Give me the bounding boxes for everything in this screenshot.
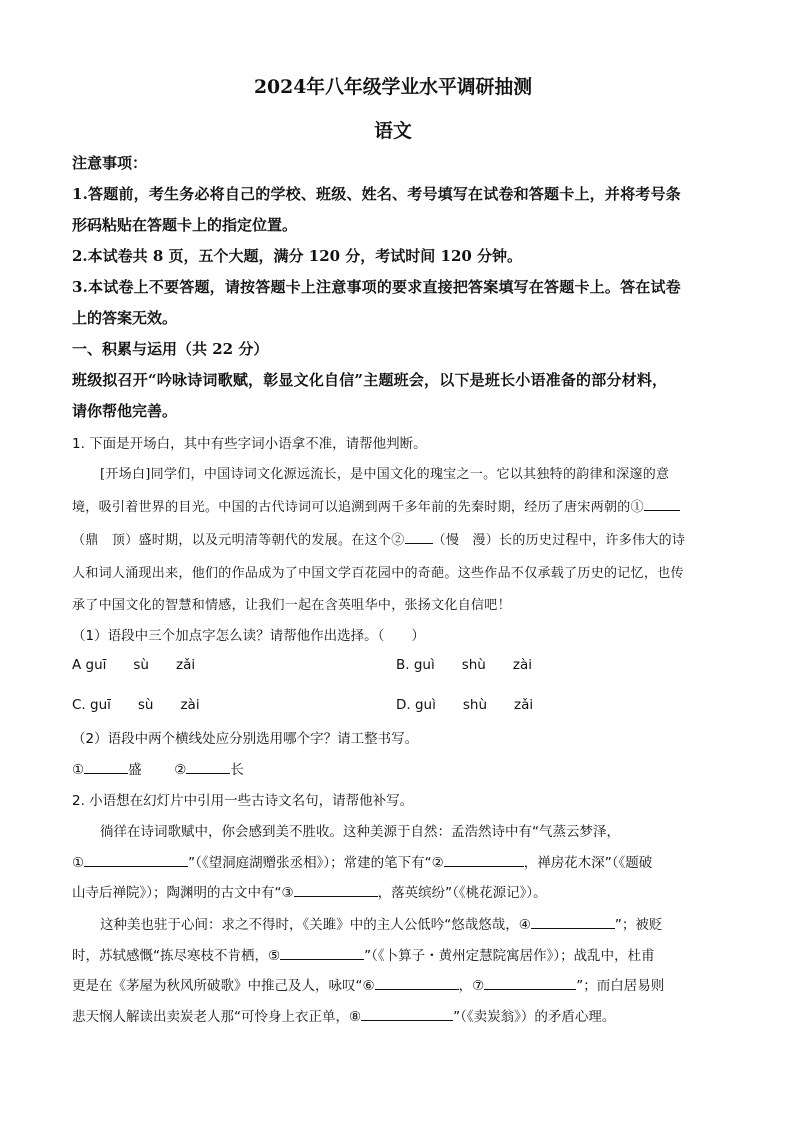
section-1-intro-line-1: 班级拟召开“吟咏诗词歌赋，彰显文化自信”主题班会，以下是班长小语准备的部分材料， <box>72 371 668 389</box>
option-c: C. guī sù zài <box>72 697 200 713</box>
q1-passage-line-1: [开场白]同学们，中国诗词文化源远流长，是中国文化的瑰宝之一。它以其独特的韵律和深邃的意 <box>100 467 670 482</box>
section-1-heading: 一、积累与运用（共 22 分） <box>72 340 269 358</box>
q2-text: 更是在《茅屋为秋风所破歌》中推己及人，咏叹“⑥ <box>72 978 375 994</box>
subject-title: 语文 <box>374 120 412 142</box>
q2-text: 这种美也驻于心间：求之不得时，《关雎》中的主人公低吟“悠哉悠哉，④ <box>100 917 531 933</box>
q2-blank-2 <box>444 852 524 867</box>
q1-passage-text: 境，吸引着世界的目光。中国的古代诗词可以追溯到两千多年前的先秦时期，经历了唐宋两朝的① <box>72 500 644 515</box>
notes-item-2: 2.本试卷共 8 页，五个大题，满分 120 分，考试时间 120 分钟。 <box>72 247 523 265</box>
q2-p2-line-4 <box>72 1005 615 1025</box>
notes-item-1-line-2: 形码粘贴在答题卡上的指定位置。 <box>72 216 298 234</box>
q2-text: 悲天悯人解读出卖炭老人那“可怜身上衣正单，⑧ <box>72 1009 362 1025</box>
q2-p2-line-3 <box>72 974 664 994</box>
fill-tail-2: 长 <box>230 762 244 778</box>
q2-blank-4 <box>531 914 615 929</box>
q1-sub-question-1: （1）语段中三个加点字怎么读？请帮他作出选择。（ ） <box>72 628 425 644</box>
q2-text: ，禅房花木深”（《题破 <box>523 855 653 871</box>
q2-blank-1 <box>84 852 188 867</box>
exam-title: 2024年八年级学业水平调研抽测 <box>253 76 533 98</box>
q2-text: ① <box>72 855 85 871</box>
q2-text: ”（《卜算子・黄州定慧院寓居作》）；战乱中，杜甫 <box>364 948 655 964</box>
q2-blank-6 <box>375 975 459 990</box>
q2-blank-5 <box>280 945 364 960</box>
q1-passage-line-5: 承了中国文化的智慧和情感，让我们一起在含英咀华中，张扬文化自信吧！ <box>72 598 511 613</box>
section-1-intro-line-2: 请你帮他完善。 <box>72 402 178 420</box>
q1-passage-line-2 <box>72 496 680 515</box>
q1-passage-line-3 <box>72 529 685 548</box>
q2-stem: 2. 小语想在幻灯片中引用一些古诗文名句，请帮他补写。 <box>72 793 414 809</box>
q2-text: ”（《卖炭翁》）的矛盾心理。 <box>453 1009 616 1025</box>
q2-text: ”（《望洞庭湖赠张丞相》）；常建的笔下有“② <box>188 855 444 871</box>
notes-item-1-line-1: 1.答题前，考生务必将自己的学校、班级、姓名、考号填写在试卷和答题卡上，并将考号条 <box>72 185 681 203</box>
q2-text: ，落英缤纷”（《桃花源记》）。 <box>377 885 547 901</box>
q2-p2-line-1 <box>100 913 662 933</box>
q1-passage-line-4: 人和词人涌现出来，他们的作品成为了中国文学百花园中的奇葩。这些作品不仅承载了历史的记忆，也传 <box>72 566 684 581</box>
fill-blank-2 <box>186 759 230 774</box>
q2-p1-line-2 <box>72 851 652 871</box>
q2-text: 山寺后禅院》）；陶渊明的古文中有“③ <box>72 885 294 901</box>
option-a: A guī sù zǎi <box>72 657 196 673</box>
q2-text: 时，苏轼感慨“拣尽寒枝不肯栖，⑤ <box>72 948 281 964</box>
q2-p1-line-3 <box>72 881 547 901</box>
q1-passage-text: （慢 漫）长的历史过程中，许多伟大的诗 <box>432 533 686 548</box>
q2-p1-line-1: 徜徉在诗词歌赋中，你会感到美不胜收。这种美源于自然：孟浩然诗中有“气蒸云梦泽， <box>100 824 620 840</box>
fill-blank-1 <box>84 759 128 774</box>
notes-heading: 注意事项： <box>72 154 148 172</box>
q2-text: ”；被贬 <box>614 917 663 933</box>
q2-blank-3 <box>294 882 378 897</box>
fill-label-1: ① <box>72 762 85 778</box>
q2-blank-8 <box>361 1006 453 1021</box>
blank-2 <box>405 529 433 544</box>
blank-1 <box>644 496 680 511</box>
fill-label-2: ② <box>174 762 187 778</box>
notes-item-3-line-2: 上的答案无效。 <box>72 309 178 327</box>
notes-item-3-line-1: 3.本试卷上不要答题，请按答题卡上注意事项的要求直接把答案填写在答题卡上。答在试卷 <box>72 278 681 296</box>
q2-p2-line-2 <box>72 944 655 964</box>
q1-passage-text: （鼎 顶）盛时期，以及元明清等朝代的发展。在这个② <box>72 533 405 548</box>
q1-stem: 1. 下面是开场白，其中有些字词小语拿不准，请帮他判断。 <box>72 436 427 452</box>
q2-text: ”；而白居易则 <box>576 978 665 994</box>
option-d: D. guì shù zǎi <box>396 697 534 713</box>
option-b: B. guì shù zài <box>396 657 532 673</box>
q1-sub-question-2: （2）语段中两个横线处应分别选用哪个字？请工整书写。 <box>72 731 419 747</box>
q2-text: ，⑦ <box>458 978 485 994</box>
q1-fill-line <box>72 758 244 778</box>
q2-blank-7 <box>484 975 576 990</box>
fill-tail-1: 盛 <box>128 762 142 778</box>
